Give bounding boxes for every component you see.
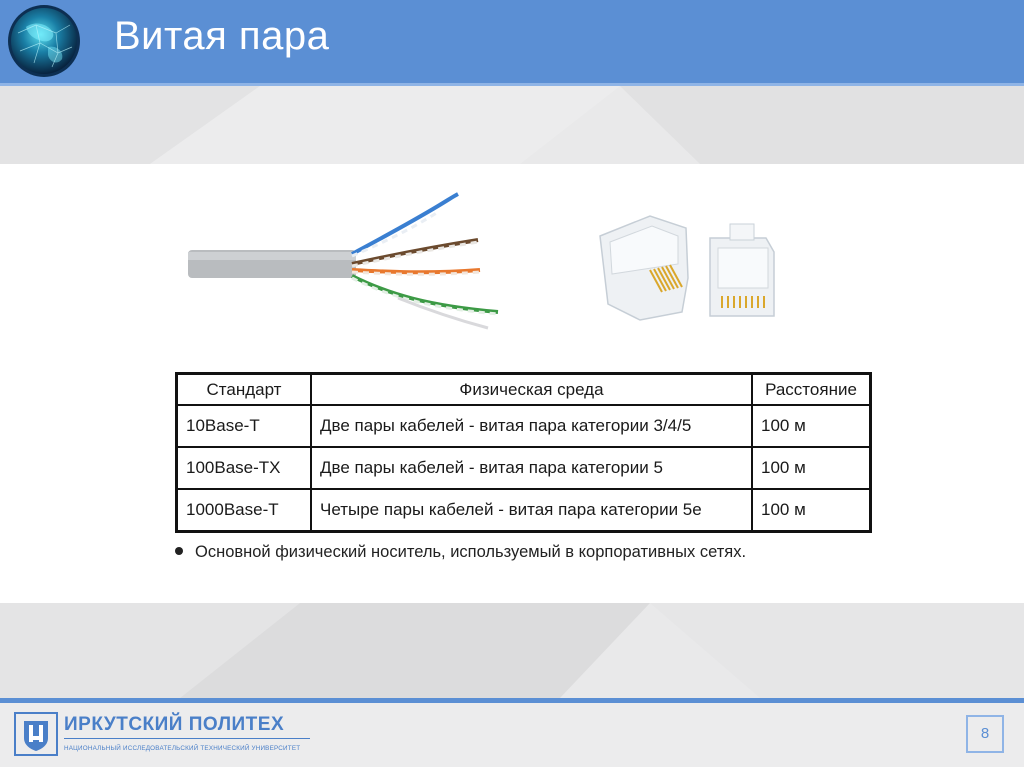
bullet-icon: [175, 547, 183, 555]
table-row: [177, 405, 871, 447]
cell-distance: 100 м: [752, 405, 871, 447]
column-header-standard: Стандарт: [177, 374, 312, 406]
brand-underline: [64, 738, 310, 739]
page-title: Витая пара: [114, 14, 330, 58]
header-divider: [0, 83, 1024, 86]
rj45-connectors-image: [590, 208, 790, 328]
cell-distance: 100 м: [752, 489, 871, 532]
slide-header: [0, 0, 1024, 83]
column-header-medium: Физическая среда: [311, 374, 752, 406]
ethernet-standards-table: [175, 372, 872, 533]
cell-standard: 100Base-TX: [177, 447, 312, 489]
table-row: [177, 447, 871, 489]
cell-standard: 10Base-T: [177, 405, 312, 447]
university-logo-icon: [14, 712, 58, 756]
twisted-pair-cable-image: [188, 190, 508, 335]
university-subtitle: НАЦИОНАЛЬНЫЙ ИССЛЕДОВАТЕЛЬСКИЙ ТЕХНИЧЕСКИЙ УНИВЕРСИТЕТ: [64, 745, 301, 752]
globe-icon: [6, 3, 82, 79]
column-header-distance: Расстояние: [752, 374, 871, 406]
cell-medium: Две пары кабелей - витая пара категории 3/4/5: [311, 405, 752, 447]
cell-medium: Четыре пары кабелей - витая пара категории 5е: [311, 489, 752, 532]
table-header-row: [177, 374, 871, 406]
cell-distance: 100 м: [752, 447, 871, 489]
cell-standard: 1000Base-T: [177, 489, 312, 532]
cell-medium: Две пары кабелей - витая пара категории 5: [311, 447, 752, 489]
bullet-note: [175, 543, 746, 562]
footer-divider: [0, 698, 1024, 703]
table-row: [177, 489, 871, 532]
university-name: ИРКУТСКИЙ ПОЛИТЕХ: [64, 714, 285, 735]
page-number: 8: [966, 715, 1004, 753]
bullet-note-text: Основной физический носитель, используемый в корпоративных сетях.: [195, 543, 747, 561]
